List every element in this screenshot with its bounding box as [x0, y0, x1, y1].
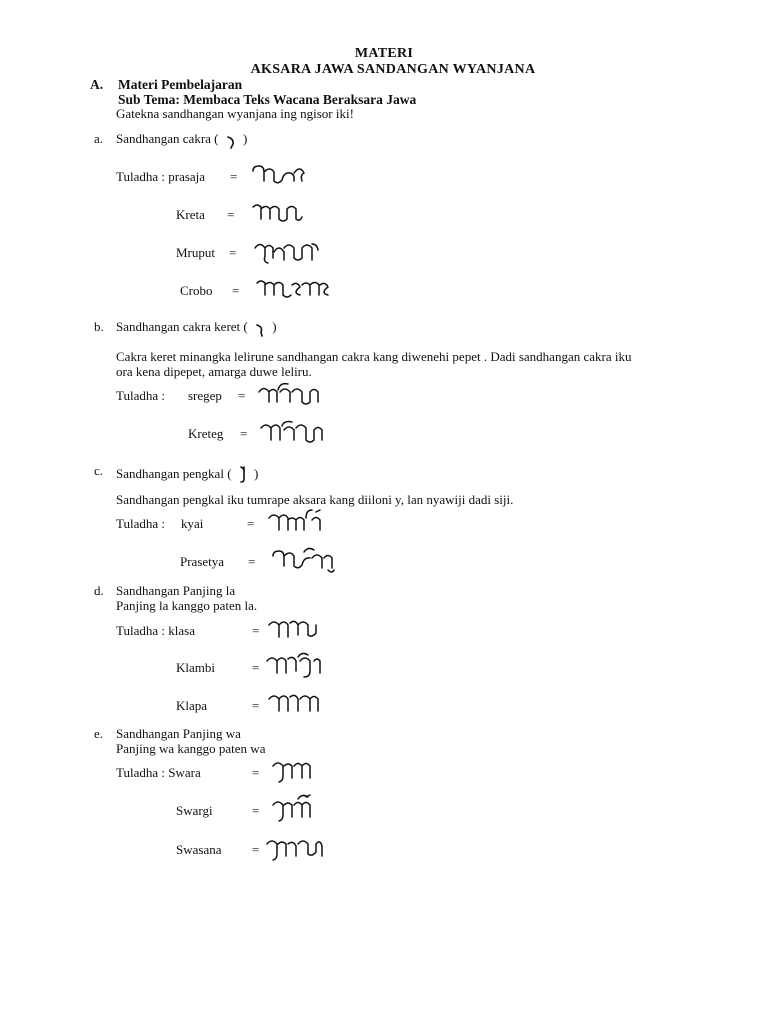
example-equals: = — [252, 842, 260, 857]
javanese-glyph-swara — [270, 758, 314, 784]
item-heading-text: Sandhangan pengkal ( — [116, 466, 232, 481]
pengkal-mark-icon — [235, 463, 251, 483]
example-label: Tuladha : klasa — [116, 623, 195, 638]
page-subtitle: AKSARA JAWA SANDANGAN WYANJANA — [250, 62, 536, 77]
javanese-glyph-kreteg — [258, 418, 326, 448]
example-label: Kreteg — [188, 426, 224, 441]
item-heading-text: Sandhangan cakra keret ( — [116, 319, 248, 334]
item-description-line: Panjing wa kanggo paten wa — [116, 741, 266, 756]
section-marker: A. — [90, 77, 104, 92]
item-description-line: Panjing la kanggo paten la. — [116, 598, 258, 613]
cakra-keret-mark-icon — [251, 319, 269, 337]
example-equals: = — [230, 169, 238, 184]
example-equals: = — [240, 426, 248, 441]
javanese-glyph-kreta — [250, 201, 310, 227]
example-equals: = — [252, 623, 260, 638]
example-equals: = — [252, 660, 260, 675]
item-marker: d. — [94, 583, 104, 598]
item-heading: Sandhangan Panjing wa — [116, 726, 241, 741]
page-title: MATERI — [354, 46, 414, 61]
example-equals: = — [252, 803, 260, 818]
item-description-line: ora kena dipepet, amarga duwe leliru. — [116, 364, 312, 379]
javanese-glyph-klasa — [266, 617, 320, 641]
javanese-glyph-prasetya — [270, 546, 338, 576]
section-intro: Gatekna sandhangan wyanjana ing ngisor iki! — [116, 106, 354, 121]
item-marker: e. — [94, 726, 104, 741]
example-equals: = — [252, 765, 260, 780]
example-equals: = — [232, 283, 240, 298]
item-marker: c. — [94, 463, 104, 478]
example-label: Swargi — [176, 803, 213, 818]
example-label: Tuladha : — [116, 388, 165, 403]
example-label: Mruput — [176, 245, 215, 260]
item-description-line: Sandhangan pengkal iku tumrape aksara kang diiloni y, lan nyawiji dadi siji. — [116, 492, 514, 507]
item-heading-close: ) — [272, 319, 277, 334]
example-label: Crobo — [180, 283, 213, 298]
section-subtitle: Sub Tema: Membaca Teks Wacana Beraksara Jawa — [118, 92, 417, 107]
item-description-line: Cakra keret minangka lelirune sandhangan cakra kang diwenehi pepet . Dadi sandhangan cakra iku — [116, 349, 632, 364]
example-equals: = — [238, 388, 246, 403]
item-heading: Sandhangan Panjing la — [116, 583, 236, 598]
item-heading — [116, 131, 247, 149]
javanese-glyph-klapa — [266, 691, 320, 717]
item-heading — [116, 319, 277, 337]
javanese-glyph-klambi — [264, 651, 322, 681]
example-equals: = — [248, 554, 256, 569]
example-label: Prasetya — [180, 554, 225, 569]
example-equals: = — [227, 207, 235, 222]
example-equals: = — [247, 516, 255, 531]
example-label: Kreta — [176, 207, 205, 222]
item-heading — [116, 463, 258, 483]
javanese-glyph-swasana — [264, 836, 324, 864]
javanese-glyph-mruput — [252, 238, 324, 268]
javanese-glyph-prasaja — [250, 163, 310, 189]
javanese-glyph-swargi — [270, 793, 314, 823]
example-label: Tuladha : — [116, 516, 165, 531]
example-word: sregep — [188, 388, 222, 403]
javanese-glyph-crobo — [254, 277, 330, 303]
item-marker: a. — [94, 131, 104, 146]
item-heading-text: Sandhangan cakra ( — [116, 131, 219, 146]
example-label: Swasana — [176, 842, 222, 857]
javanese-glyph-sregep — [256, 380, 322, 410]
example-word: kyai — [181, 516, 204, 531]
example-label: Klambi — [176, 660, 215, 675]
example-label: Klapa — [176, 698, 208, 713]
item-marker: b. — [94, 319, 104, 334]
javanese-glyph-kyai — [266, 508, 326, 536]
example-equals: = — [229, 245, 237, 260]
example-label: Tuladha : Swara — [116, 765, 201, 780]
example-equals: = — [252, 698, 260, 713]
example-label: Tuladha : prasaja — [116, 169, 206, 184]
section-title: Materi Pembelajaran — [118, 77, 243, 92]
cakra-mark-icon — [222, 131, 240, 149]
item-heading-close: ) — [254, 466, 259, 481]
item-heading-close: ) — [243, 131, 248, 146]
